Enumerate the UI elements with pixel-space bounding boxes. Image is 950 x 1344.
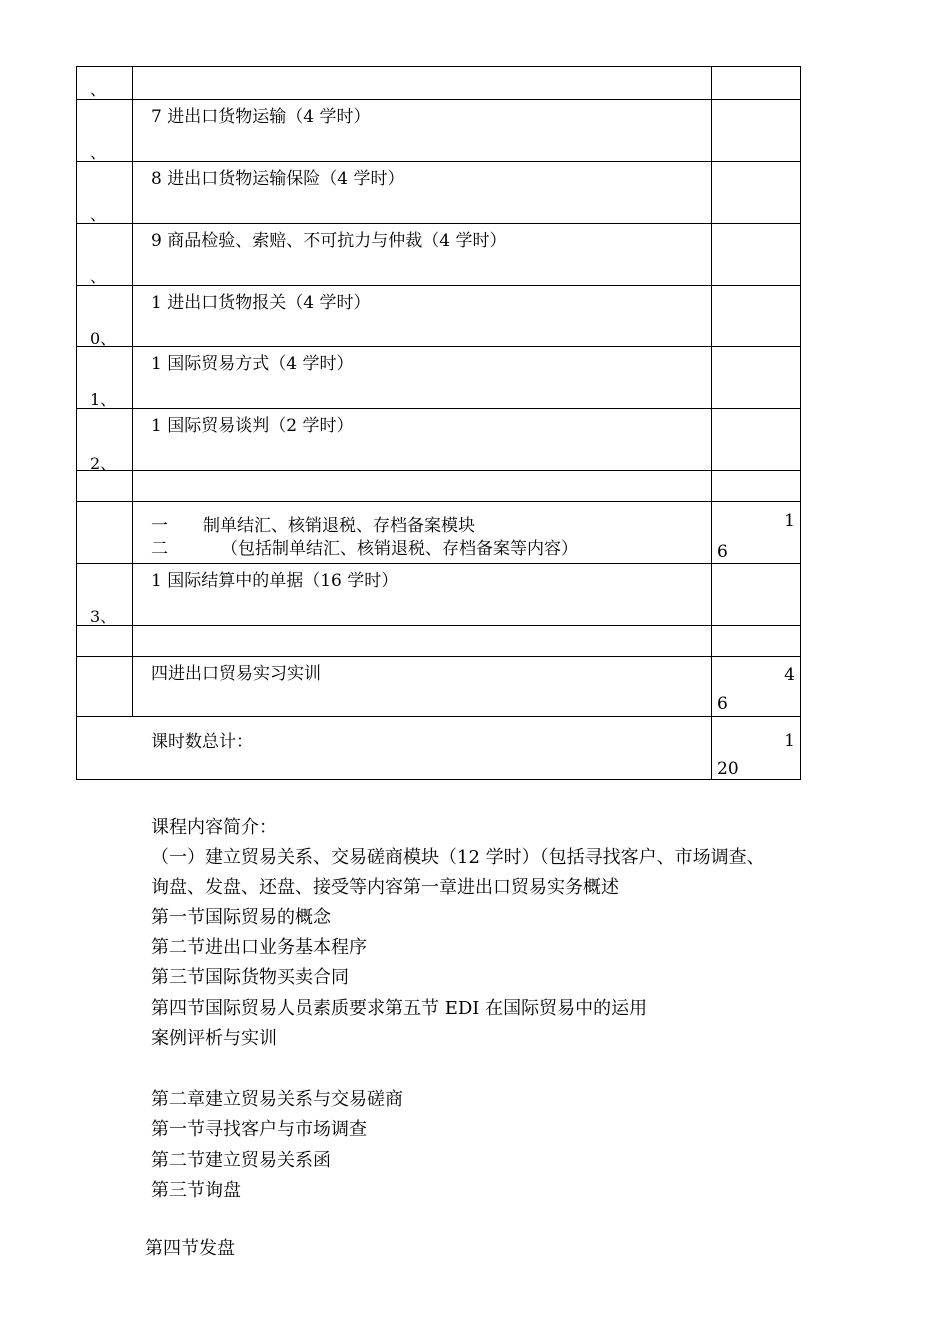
row-index: 1、 xyxy=(90,390,117,409)
table-row xyxy=(77,100,800,162)
row-index: 、 xyxy=(90,267,107,286)
row-title: 1 国际贸易谈判（2 学时） xyxy=(151,416,354,436)
content-line: 第二节进出口业务基本程序 xyxy=(151,937,367,958)
row-title: 1 进出口货物报关（4 学时） xyxy=(151,293,371,313)
hours-bottom: 20 xyxy=(717,759,739,779)
module-description: （包括制单结汇、核销退税、存档备案等内容） xyxy=(221,539,578,559)
row-title: 8 进出口货物运输保险（4 学时） xyxy=(151,169,405,189)
module-title: 制单结汇、核销退税、存档备案模块 xyxy=(203,516,475,536)
table-row xyxy=(77,409,800,471)
module-line-2 xyxy=(151,534,578,559)
table-row xyxy=(77,502,800,564)
content-line: 询盘、发盘、还盘、接受等内容第一章进出口贸易实务概述 xyxy=(151,877,619,898)
table-row xyxy=(77,717,800,779)
hours-bottom: 6 xyxy=(717,694,728,714)
table-row xyxy=(77,162,800,224)
row-index: 3、 xyxy=(90,607,117,626)
hours-top: 4 xyxy=(784,665,795,685)
content-line: 第一节寻找客户与市场调查 xyxy=(151,1119,367,1140)
row-title: 9 商品检验、索赔、不可抗力与仲裁（4 学时） xyxy=(151,231,507,251)
table-row xyxy=(77,626,800,657)
hours-top: 1 xyxy=(784,511,795,531)
content-line: 第一节国际贸易的概念 xyxy=(151,907,331,928)
table-row xyxy=(77,67,800,100)
content-line: 第二节建立贸易关系函 xyxy=(151,1150,331,1171)
table-row xyxy=(77,286,800,347)
content-line: 第三节询盘 xyxy=(151,1180,241,1201)
table-row xyxy=(77,657,800,717)
row-index: 2、 xyxy=(90,454,117,473)
table-row xyxy=(77,471,800,502)
row-title: 四进出口贸易实习实训 xyxy=(151,664,321,684)
content-line: 第三节国际货物买卖合同 xyxy=(151,967,349,988)
module-number: 一 xyxy=(151,516,168,536)
row-index: 、 xyxy=(90,143,107,162)
hours-top: 1 xyxy=(784,731,795,751)
course-schedule-table xyxy=(76,66,801,780)
row-index: 、 xyxy=(90,205,107,224)
content-heading: 课程内容简介： xyxy=(151,817,277,838)
row-index: 、 xyxy=(90,80,107,99)
content-line: （一）建立贸易关系、交易磋商模块（12 学时）（包括寻找客户、市场调查、 xyxy=(151,847,765,868)
content-line: 第四节发盘 xyxy=(145,1238,235,1259)
row-title: 1 国际贸易方式（4 学时） xyxy=(151,354,354,374)
table-row xyxy=(77,224,800,286)
content-line: 第二章建立贸易关系与交易磋商 xyxy=(151,1089,403,1110)
table-row xyxy=(77,347,800,409)
content-line: 第四节国际贸易人员素质要求第五节 EDI 在国际贸易中的运用 xyxy=(151,998,648,1019)
hours-bottom: 6 xyxy=(717,542,728,562)
row-title: 7 进出口货物运输（4 学时） xyxy=(151,107,371,127)
module-number: 二 xyxy=(151,539,168,559)
row-title: 1 国际结算中的单据（16 学时） xyxy=(151,571,399,591)
content-line: 案例评析与实训 xyxy=(151,1028,277,1049)
row-index: 0、 xyxy=(90,329,117,348)
table-row xyxy=(77,564,800,626)
module-line-1 xyxy=(151,511,475,536)
total-label: 课时数总计： xyxy=(151,732,253,752)
